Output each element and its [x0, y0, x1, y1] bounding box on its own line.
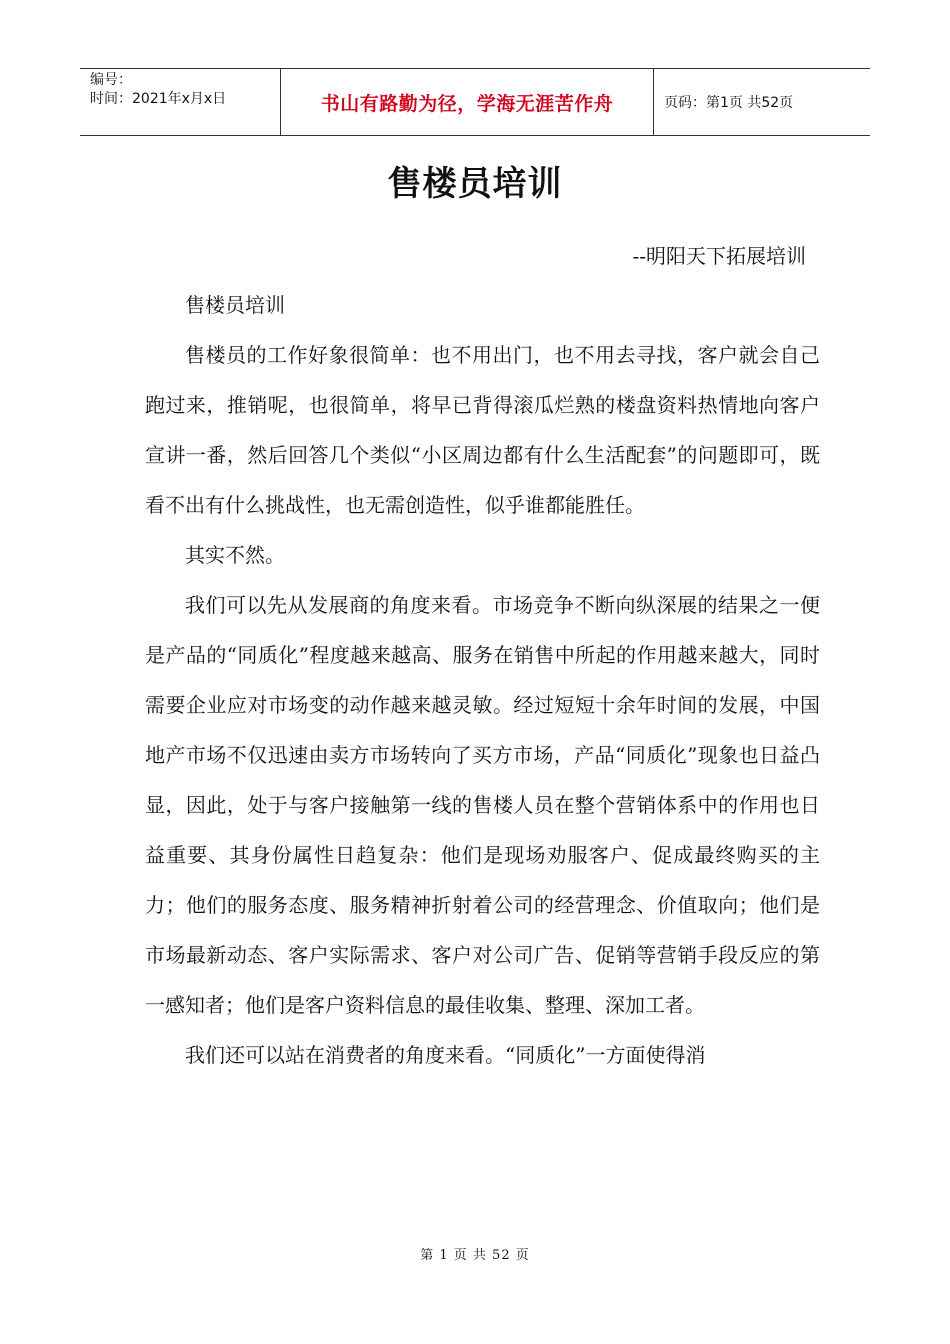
- body-paragraph: 售楼员的工作好象很简单：也不用出门，也不用去寻找，客户就会自己跑过来，推销呢，也很简单，将早已背得滚瓜烂熟的楼盘资料热情地向客户宣讲一番，然后回答几个类似“小区周边都有什么生活配套”的问题即可，既看不出有什么挑战性，也无需创造性，似乎谁都能胜任。: [145, 343, 820, 517]
- document-title: 售楼员培训: [387, 164, 563, 204]
- body-paragraph: 我们可以先从发展商的角度来看。市场竞争不断向纵深展的结果之一便是产品的“同质化”程度越来越高、服务在销售中所起的作用越来越大，同时需要企业应对市场变的动作越来越灵敏。经过短短十余年时间的发展，中国地产市场不仅迅速由卖方市场转向了买方市场，产品“同质化”现象也日益凸显，因此，处于与客户接触第一线的售楼人员在整个营销体系中的作用也日益重要、其身份属性日趋复杂：他们是现场劝服客户、促成最终购买的主力；他们的服务态度、服务精神折射着公司的经营理念、价值取向；他们是市场最新动态、客户实际需求、客户对公司广告、促销等营销手段反应的第一感知者；他们是客户资料信息的最佳收集、整理、深加工者。: [145, 593, 820, 1017]
- header-motto: 书山有路勤为径，学海无涯苦作舟: [280, 69, 654, 135]
- body-paragraph: 售楼员培训: [185, 293, 285, 317]
- header-page-info: 页码：第1页 共52页: [664, 95, 794, 111]
- page-header: [80, 68, 870, 136]
- document-number-label: 编号：: [90, 72, 132, 88]
- body-paragraph: 我们还可以站在消费者的角度来看。“同质化”一方面使得消: [185, 1043, 706, 1067]
- document-byline: --明阳天下拓展培训: [632, 244, 806, 268]
- document-body: [145, 280, 820, 1080]
- document-date: 时间：2021年x月x日: [90, 91, 227, 107]
- page-footer: 第 1 页 共 52 页: [420, 1248, 530, 1263]
- header-meta: [80, 69, 280, 135]
- body-paragraph: 其实不然。: [185, 543, 285, 567]
